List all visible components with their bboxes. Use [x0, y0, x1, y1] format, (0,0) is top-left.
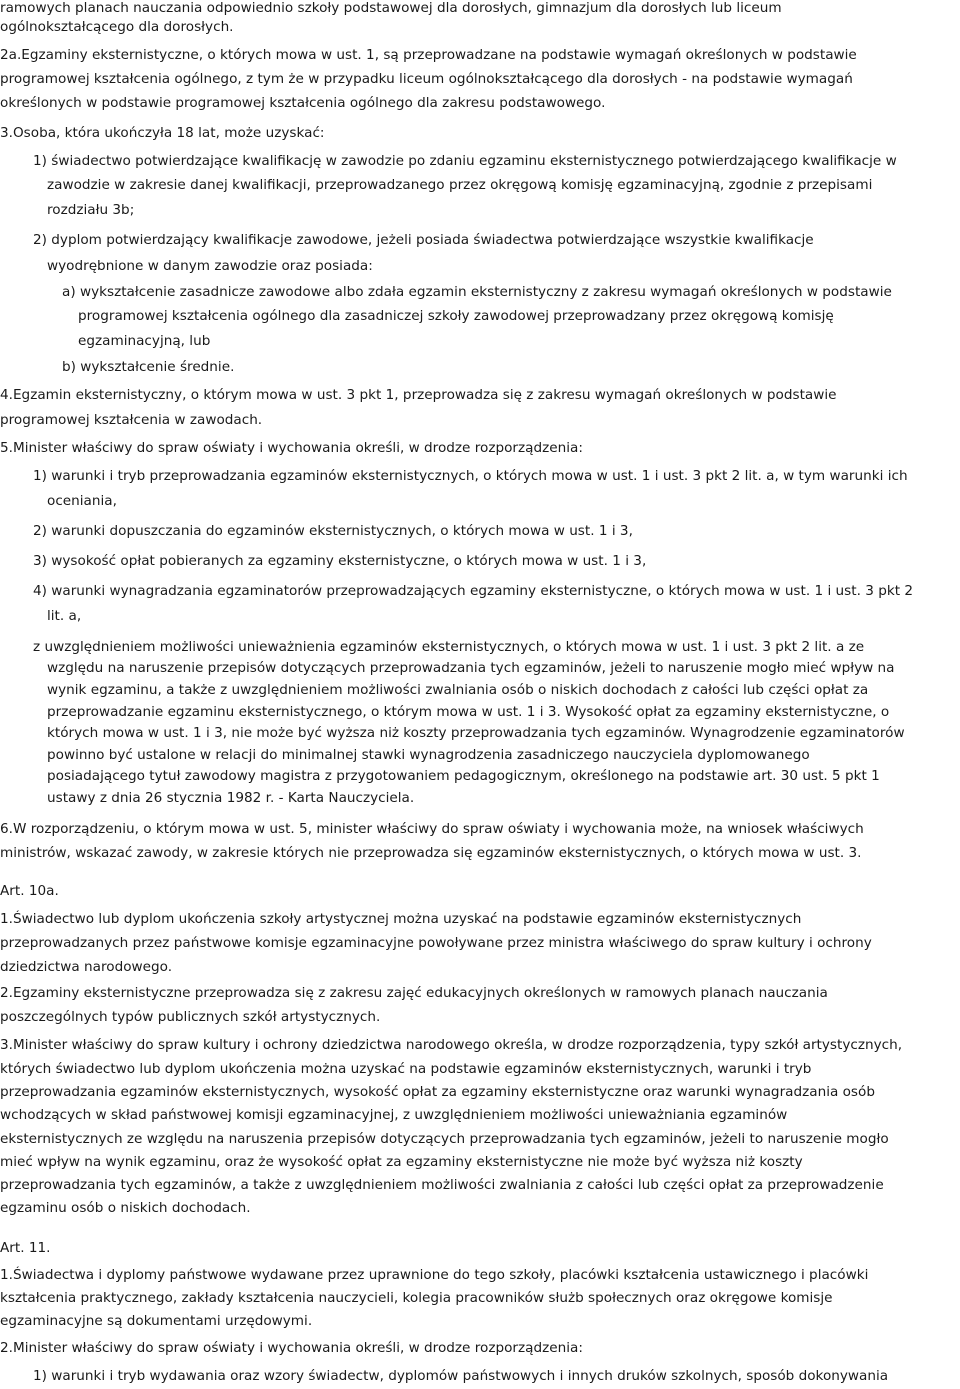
- text-line: wynik egzaminu, a także z uwzględnieniem możliwości zwalniania osób o niskich dochodach z całości lub części opłat za: [47, 682, 869, 698]
- text-line: mieć wpływ na wynik egzaminu, oraz że wysokość opłat za egzaminy eksternistyczne nie może być wyższa niż koszty: [0, 1154, 803, 1170]
- text-line: programowej kształcenia ogólnego dla zasadniczej szkoły zawodowej przeprowadzany przez okręgową komisję: [78, 308, 834, 324]
- article-heading: Art. 10a.: [0, 883, 59, 899]
- text-line: 2.Egzaminy eksternistyczne przeprowadza się z zakresu zajęć edukacyjnych określonych w ramowych planach nauczania: [0, 985, 828, 1001]
- text-line: posiadającego tytuł zawodowy magistra z przygotowaniem pedagogicznym, określonego na podstawie art. 30 ust. 5 pkt 1: [47, 768, 880, 784]
- text-line: kształcenia praktycznego, zakłady kształcenia nauczycieli, kolegia pracowników służb społecznych oraz okręgowe komisje: [0, 1290, 833, 1306]
- text-line: przeprowadzanie egzaminu eksternistycznego, o którym mowa w ust. 1 i 3. Wysokość opłat za egzaminy eksternistyczne, o: [47, 704, 890, 720]
- text-line: 1.Świadectwa i dyplomy państwowe wydawane przez uprawnione do tego szkoły, placówki kształcenia ustawicznego i placówki: [0, 1267, 869, 1283]
- text-line: 2.Minister właściwy do spraw oświaty i wychowania określi, w drodze rozporządzenia:: [0, 1340, 583, 1356]
- text-line: z uwzględnieniem możliwości unieważnienia egzaminów eksternistycznych, o których mowa w ust. 1 i ust. 3 pkt 2 lit. a ze: [33, 639, 865, 655]
- text-line: 5.Minister właściwy do spraw oświaty i wychowania określi, w drodze rozporządzenia:: [0, 440, 583, 456]
- text-line: przeprowadzania tych egzaminów, a także z uwzględnieniem możliwości zwalniania z całości lub części opłat za przeprowadzenie: [0, 1177, 884, 1193]
- text-line: lit. a,: [47, 608, 82, 624]
- list-item: 2) dyplom potwierdzający kwalifikacje zawodowe, jeżeli posiada świadectwa potwierdzające wszystkie kwalifikacje: [33, 232, 814, 248]
- text-line: poszczególnych typów publicznych szkół artystycznych.: [0, 1009, 381, 1025]
- text-line: ministrów, wskazać zawody, w zakresie których nie przeprowadza się egzaminów eksternistycznych, o których mowa w ust. 3.: [0, 845, 862, 861]
- text-line: oceniania,: [47, 493, 117, 509]
- text-line: egzaminacyjną, lub: [78, 333, 211, 349]
- text-line: programowej kształcenia ogólnego, z tym że w przypadku liceum ogólnokształcącego dla dorosłych - na podstawie wymagań: [0, 71, 853, 87]
- list-item: 1) świadectwo potwierdzające kwalifikację w zawodzie po zdaniu egzaminu eksternistycznego potwierdzającego kwalifikacje w: [33, 153, 897, 169]
- list-item: 3) wysokość opłat pobieranych za egzaminy eksternistyczne, o których mowa w ust. 1 i 3,: [33, 553, 647, 569]
- text-line: przeprowadzania egzaminów eksternistycznych, wysokość opłat za egzaminy eksternistyczne oraz warunki wynagradzania osób: [0, 1084, 875, 1100]
- list-item: 2) warunki dopuszczania do egzaminów eksternistycznych, o których mowa w ust. 1 i 3,: [33, 523, 633, 539]
- list-item: 1) warunki i tryb przeprowadzania egzaminów eksternistycznych, o których mowa w ust. 1 i ust. 3 pkt 2 lit. a, w tym warunki ich: [33, 468, 908, 484]
- text-line: względu na naruszenie przepisów dotyczących przeprowadzania tych egzaminów, jeżeli to naruszenie mogło mieć wpływ na: [47, 660, 895, 676]
- text-line: 6.W rozporządzeniu, o którym mowa w ust. 5, minister właściwy do spraw oświaty i wychowania może, na wniosek właściwych: [0, 821, 864, 837]
- text-line: zawodzie w zakresie danej kwalifikacji, przeprowadzanego przez okręgową komisję egzaminacyjną, zgodnie z przepisami: [47, 177, 873, 193]
- text-line: 2a.Egzaminy eksternistyczne, o których mowa w ust. 1, są przeprowadzane na podstawie wymagań określonych w podstawie: [0, 47, 857, 63]
- text-line: przeprowadzanych przez państwowe komisje egzaminacyjne powoływane przez ministra właściwego do spraw kultury i ochrony: [0, 935, 872, 951]
- text-line: określonych w podstawie programowej kształcenia ogólnego dla zakresu podstawowego.: [0, 95, 606, 111]
- list-item: b) wykształcenie średnie.: [62, 359, 235, 375]
- text-line: ustawy z dnia 26 stycznia 1982 r. - Karta Nauczyciela.: [47, 790, 415, 806]
- text-line: ramowych planach nauczania odpowiednio szkoły podstawowej dla dorosłych, gimnazjum dla dorosłych lub liceum: [0, 0, 782, 16]
- text-line: egzaminacyjne są dokumentami urzędowymi.: [0, 1313, 313, 1329]
- list-item: 1) warunki i tryb wydawania oraz wzory świadectw, dyplomów państwowych i innych druków szkolnych, sposób dokonywania: [33, 1368, 889, 1384]
- text-line: ogólnokształcącego dla dorosłych.: [0, 19, 234, 35]
- text-line: 1.Świadectwo lub dyplom ukończenia szkoły artystycznej można uzyskać na podstawie egzaminów eksternistycznych: [0, 911, 802, 927]
- text-line: wchodzących w skład państwowej komisji egzaminacyjnej, z uwzględnieniem możliwości unieważniania egzaminów: [0, 1107, 788, 1123]
- list-item: a) wykształcenie zasadnicze zawodowe albo zdała egzamin eksternistyczny z zakresu wymagań określonych w podstawie: [62, 284, 892, 300]
- text-line: dziedzictwa narodowego.: [0, 959, 173, 975]
- text-line: egzaminu osób o niskich dochodach.: [0, 1200, 251, 1216]
- text-line: rozdziału 3b;: [47, 202, 135, 218]
- text-line: 4.Egzamin eksternistyczny, o którym mowa w ust. 3 pkt 1, przeprowadza się z zakresu wymagań określonych w podstawie: [0, 387, 837, 403]
- text-line: eksternistycznych ze względu na naruszenia przepisów dotyczących przeprowadzania tych egzaminów, jeżeli to naruszenie mogło: [0, 1131, 889, 1147]
- text-line: 3.Minister właściwy do spraw kultury i ochrony dziedzictwa narodowego określa, w drodze rozporządzenia, typy szkół artystycznych,: [0, 1037, 903, 1053]
- text-line: powinno być ustalone w relacji do minimalnej stawki wynagrodzenia zasadniczego nauczyciela dyplomowanego: [47, 747, 810, 763]
- text-line: których mowa w ust. 1 i 3, nie może być wyższa niż koszty przeprowadzania tych egzaminów. Wynagrodzenie egzaminatorów: [47, 725, 905, 741]
- text-line: wyodrębnione w danym zawodzie oraz posiada:: [47, 258, 373, 274]
- text-line: 3.Osoba, która ukończyła 18 lat, może uzyskać:: [0, 125, 325, 141]
- text-line: programowej kształcenia w zawodach.: [0, 412, 263, 428]
- text-line: których świadectwo lub dyplom ukończenia można uzyskać na podstawie egzaminów eksternistycznych, warunki i tryb: [0, 1061, 812, 1077]
- list-item: 4) warunki wynagradzania egzaminatorów przeprowadzających egzaminy eksternistyczne, o których mowa w ust. 1 i ust. 3 pkt 2: [33, 583, 913, 599]
- article-heading: Art. 11.: [0, 1240, 51, 1256]
